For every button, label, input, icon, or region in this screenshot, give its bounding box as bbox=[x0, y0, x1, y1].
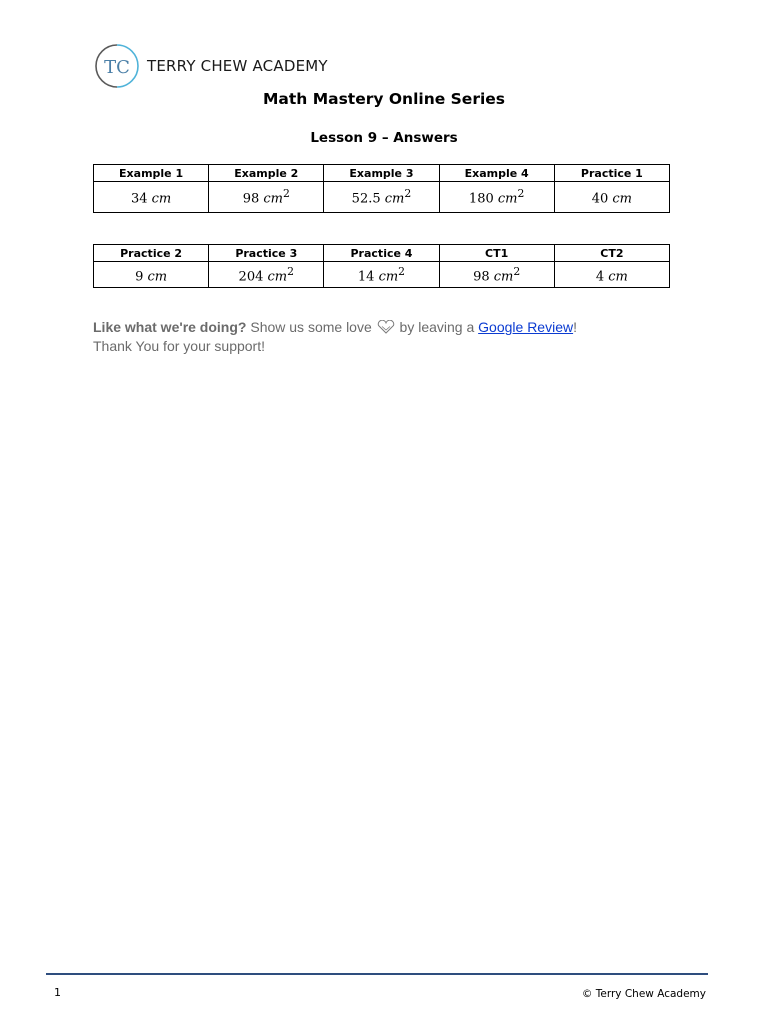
column-header: Example 3 bbox=[324, 165, 439, 182]
answer-cell: 34 cm bbox=[94, 182, 209, 213]
answer-cell: 9 cm bbox=[94, 262, 209, 288]
answer-cell: 14 $cm^2$ bbox=[324, 262, 439, 288]
column-header: Practice 2 bbox=[94, 245, 209, 262]
answer-cell: 98 $cm^2$ bbox=[209, 182, 324, 213]
promo-text: Show us some love bbox=[250, 319, 372, 335]
answer-cell: 180 $cm^2$ bbox=[439, 182, 554, 213]
copyright-notice: © Terry Chew Academy bbox=[581, 988, 706, 1000]
page-subtitle: Lesson 9 – Answers bbox=[310, 130, 458, 146]
google-review-link[interactable]: Google Review bbox=[478, 319, 574, 335]
page-number: 1 bbox=[54, 986, 61, 999]
svg-text:TC: TC bbox=[104, 57, 130, 78]
table-header-row bbox=[94, 165, 670, 182]
footer-divider bbox=[46, 973, 708, 975]
promo-thanks: Thank You for your support! bbox=[93, 338, 265, 354]
promo-lead: Like what we're doing? bbox=[93, 319, 247, 335]
column-header: CT1 bbox=[439, 245, 554, 262]
page-title: Math Mastery Online Series bbox=[262, 90, 506, 108]
table-row bbox=[94, 262, 670, 288]
academy-logo bbox=[93, 42, 328, 90]
column-header: Practice 4 bbox=[324, 245, 439, 262]
promo-punct: ! bbox=[573, 319, 577, 335]
table-row bbox=[94, 182, 670, 213]
tc-logo-icon bbox=[93, 42, 141, 90]
review-promo bbox=[93, 319, 577, 355]
answer-cell: 98 $cm^2$ bbox=[439, 262, 554, 288]
column-header: Example 1 bbox=[94, 165, 209, 182]
answer-cell: 40 cm bbox=[554, 182, 669, 213]
promo-text: by leaving a bbox=[399, 319, 475, 335]
answer-cell: 52.5 $cm^2$ bbox=[324, 182, 439, 213]
answer-cell: 204 $cm^2$ bbox=[209, 262, 324, 288]
column-header: Example 4 bbox=[439, 165, 554, 182]
table-header-row bbox=[94, 245, 670, 262]
heart-icon bbox=[376, 320, 396, 338]
column-header: Practice 1 bbox=[554, 165, 669, 182]
column-header: CT2 bbox=[554, 245, 669, 262]
column-header: Example 2 bbox=[209, 165, 324, 182]
answer-cell: 4 cm bbox=[554, 262, 669, 288]
answers-table-1 bbox=[93, 164, 670, 213]
answers-table-2 bbox=[93, 244, 670, 288]
logo-text: TERRY CHEW ACADEMY bbox=[147, 57, 328, 75]
column-header: Practice 3 bbox=[209, 245, 324, 262]
